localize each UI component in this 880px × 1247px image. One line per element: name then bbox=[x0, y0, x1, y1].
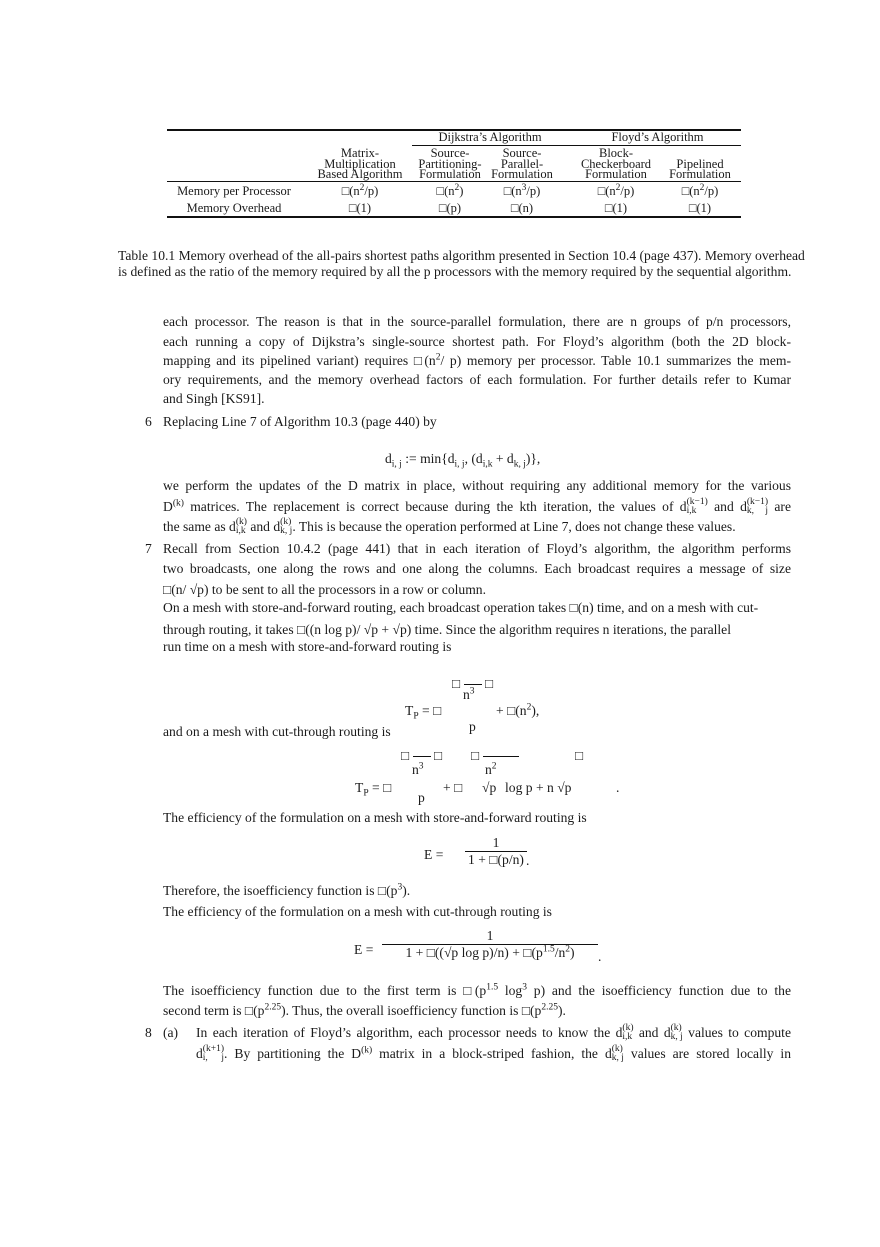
text-run: Replacing Line 7 of Algorithm 10.3 (page 440) by bbox=[163, 414, 437, 429]
body-line bbox=[163, 639, 451, 655]
formula-lhs: $T_P$ = □ bbox=[355, 780, 392, 799]
formula-bracket: □ □ bbox=[452, 676, 494, 691]
formula-tail: + $□(n^2)$, bbox=[496, 702, 540, 718]
formula-end: . bbox=[526, 853, 530, 868]
column-header: Source- bbox=[502, 146, 542, 160]
row-label: Memory Overhead bbox=[186, 201, 282, 215]
text-run: and on a mesh with cut-through routing is bbox=[163, 724, 391, 739]
sub-superscript: (k+1) i, j bbox=[202, 1044, 224, 1063]
formula-plus: + □ bbox=[443, 780, 463, 795]
subscript: i, j bbox=[454, 459, 465, 470]
sub-superscript: (k) k, j bbox=[670, 1023, 683, 1042]
text-run: matrix in a block-striped fashion, the d bbox=[372, 1046, 612, 1062]
group-header-floyd: Floyd’s Algorithm bbox=[611, 130, 704, 144]
body-line bbox=[196, 1025, 791, 1043]
text-run: are bbox=[768, 499, 791, 515]
text-run: ). bbox=[402, 883, 411, 898]
text-run: matrices. The replacement is correct because during the kth iteration, the values of d bbox=[183, 499, 687, 515]
text-run: / p) memory per processor. Table 10.1 summarizes the mem- bbox=[440, 353, 791, 368]
body-line bbox=[163, 541, 791, 557]
table-cell bbox=[662, 201, 738, 216]
column-header: Partitioning- bbox=[418, 156, 482, 171]
body-line bbox=[196, 1046, 791, 1064]
superscript: 3 bbox=[397, 882, 403, 893]
text-run: second term is □(p bbox=[163, 1003, 265, 1018]
body-line bbox=[163, 414, 437, 430]
text-run: □(1) bbox=[348, 201, 372, 215]
column-header: Parallel- bbox=[500, 156, 544, 171]
text-run: we perform the updates of the D matrix in place, without requiring any additional memory for the various bbox=[163, 478, 791, 493]
formula-numerator: $n^3$ bbox=[463, 686, 475, 702]
table-cell bbox=[570, 184, 662, 199]
table-cell bbox=[310, 184, 410, 199]
body-line bbox=[163, 561, 791, 577]
text-run: and d bbox=[246, 519, 281, 535]
item-number: 7 bbox=[145, 541, 152, 556]
body-line bbox=[163, 499, 791, 517]
text-run: □(1) bbox=[688, 201, 712, 215]
sub-superscript: (k−1) i,k bbox=[686, 497, 708, 516]
sub-superscript: (k) k, j bbox=[280, 517, 293, 536]
body-line bbox=[163, 810, 587, 826]
text-run: D bbox=[163, 499, 173, 515]
formula-bracket: □ □ bbox=[401, 748, 443, 763]
formula-replacement bbox=[385, 451, 541, 470]
superscript: 3 bbox=[521, 182, 527, 193]
formula-bracket: □ bbox=[575, 748, 584, 763]
column-header: Formulation bbox=[419, 167, 481, 181]
body-line bbox=[163, 314, 791, 330]
text-run: ). Thus, the overall isoefficiency function is □(p bbox=[281, 1003, 542, 1018]
column-header: Based Algorithm bbox=[317, 167, 403, 181]
body-line bbox=[163, 600, 758, 616]
table-bottom-rule bbox=[167, 216, 741, 218]
superscript: 2 bbox=[359, 182, 365, 193]
text-run: through routing, it takes □((n log p)/ √p + √p) time. Since the algorithm requires n iterations, the parallel bbox=[163, 622, 731, 637]
table-cell bbox=[486, 184, 558, 199]
text-run: two broadcasts, one along the rows and one along the columns. Each broadcast requires a message of size bbox=[163, 561, 791, 576]
text-run: □(p) bbox=[438, 201, 462, 215]
body-line bbox=[163, 983, 791, 999]
text-run: is defined as the ratio of the memory required by all the p processors with the memory required by the sequential algorithm. bbox=[118, 264, 792, 279]
body-line bbox=[163, 1003, 566, 1019]
formula-end: . bbox=[616, 780, 620, 795]
text-run: mapping and its pipelined variant) requires □(n bbox=[163, 353, 436, 368]
body-line bbox=[163, 724, 391, 740]
superscript: 1.5 bbox=[486, 982, 499, 993]
column-header: Multiplication bbox=[324, 156, 396, 171]
text-run: run time on a mesh with store-and-forward routing is bbox=[163, 639, 452, 654]
superscript: 2 bbox=[454, 182, 460, 193]
text-run: Recall from Section 10.4.2 (page 441) that in each iteration of Floyd’s algorithm, the algorithm performs bbox=[163, 541, 791, 556]
superscript: 2 bbox=[699, 182, 705, 193]
superscript: 2 bbox=[435, 352, 441, 363]
item-number: 8 bbox=[145, 1025, 152, 1040]
subscript: i, j bbox=[391, 459, 402, 470]
sub-superscript: (k) k, j bbox=[611, 1044, 624, 1063]
text-run: /p) bbox=[526, 184, 541, 198]
formula-numerator: $n^3$ bbox=[412, 761, 424, 777]
formula-numerator: $n^2$ bbox=[485, 761, 497, 777]
superscript: 2.25 bbox=[264, 1002, 282, 1013]
caption-line bbox=[118, 264, 791, 280]
text-run: □(1) bbox=[604, 201, 628, 215]
body-line bbox=[163, 519, 736, 537]
text-run: /p) bbox=[704, 184, 719, 198]
text-run: and Singh [KS91]. bbox=[163, 391, 265, 406]
body-line bbox=[163, 883, 410, 899]
column-header: Formulation bbox=[491, 167, 553, 181]
table-cell bbox=[570, 201, 662, 216]
formula-lhs: E = bbox=[424, 847, 444, 862]
text-run: On a mesh with store-and-forward routing, each broadcast operation takes □(n) time, and on a mesh with cut- bbox=[163, 600, 759, 615]
formula-bracket: □ bbox=[471, 748, 519, 764]
text-run: /p) bbox=[620, 184, 635, 198]
text-run: □(n/ √p) to be sent to all the processors in a row or column. bbox=[163, 582, 486, 597]
formula-denominator: √p bbox=[482, 780, 497, 795]
body-line bbox=[163, 478, 791, 494]
body-line bbox=[163, 582, 486, 598]
column-header: Block- bbox=[598, 146, 634, 160]
group-header-dijkstra: Dijkstra’s Algorithm bbox=[438, 130, 542, 144]
text-run: and d bbox=[633, 1025, 671, 1041]
superscript: (k) bbox=[361, 1045, 373, 1056]
text-run: each processor. The reason is that in the source-parallel formulation, there are n groups of p/n processors, bbox=[163, 314, 791, 329]
table-cell bbox=[410, 184, 490, 199]
text-run: □(n bbox=[597, 184, 616, 198]
text-run: := min{d bbox=[401, 451, 455, 466]
superscript: 3 bbox=[522, 982, 527, 993]
text-run: The isoefficiency function due to the first term is □(p bbox=[163, 983, 487, 998]
body-line bbox=[163, 334, 791, 350]
text-run: values to compute bbox=[682, 1025, 791, 1041]
formula-end: . bbox=[598, 949, 602, 964]
table-cell bbox=[662, 184, 738, 199]
text-run: □(n bbox=[341, 184, 360, 198]
column-header: Checkerboard bbox=[580, 156, 652, 171]
body-line bbox=[163, 622, 731, 638]
column-header: Pipelined bbox=[676, 156, 724, 171]
formula-denominator: p bbox=[469, 719, 476, 734]
body-line bbox=[163, 353, 791, 369]
table-cell bbox=[410, 201, 490, 216]
text-run: p) and the isoefficiency function due to the bbox=[526, 983, 791, 998]
sub-item-label: (a) bbox=[163, 1025, 179, 1040]
text-run: The efficiency of the formulation on a mesh with cut-through routing is bbox=[163, 904, 552, 919]
body-line bbox=[163, 391, 265, 407]
text-run: d bbox=[196, 1046, 203, 1062]
formula-tail: log p + n √p bbox=[505, 780, 572, 795]
row-label: Memory per Processor bbox=[177, 184, 291, 198]
formula-lhs: $T_P$ = □ bbox=[405, 703, 442, 722]
sub-superscript: (k) i,k bbox=[622, 1023, 634, 1042]
table-cell bbox=[310, 201, 410, 216]
text-run: □(n bbox=[681, 184, 700, 198]
column-header: Formulation bbox=[669, 167, 731, 181]
text-run: ) bbox=[459, 184, 464, 198]
header-rule bbox=[167, 181, 741, 182]
text-run: . This is because the operation performed at Line 7, does not change these values. bbox=[292, 519, 736, 535]
text-run: . By partitioning the D bbox=[223, 1046, 362, 1062]
text-run: , (d bbox=[464, 451, 483, 466]
text-run: /p) bbox=[364, 184, 379, 198]
sub-superscript: (k) i,k bbox=[235, 517, 247, 536]
text-run: and d bbox=[707, 499, 747, 515]
column-header: Formulation bbox=[585, 167, 647, 181]
text-run: log bbox=[498, 983, 523, 998]
text-run: □(n bbox=[503, 184, 522, 198]
text-run: d bbox=[385, 451, 392, 466]
text-run: ory requirements, and the memory overhead factors of each formulation. For further details refer to Kumar bbox=[163, 372, 791, 387]
text-run: ). bbox=[557, 1003, 566, 1018]
text-run: Table 10.1 Memory overhead of the all-pairs shortest paths algorithm presented in Section 10.4 (page 437). Memory overhead bbox=[118, 248, 805, 263]
body-line bbox=[163, 372, 791, 388]
superscript: 2.25 bbox=[541, 1002, 558, 1013]
text-run: + d bbox=[492, 451, 514, 466]
formula-denominator: p bbox=[418, 790, 425, 805]
text-run: Therefore, the isoefficiency function is □(p bbox=[163, 883, 398, 898]
text-run: )}, bbox=[525, 451, 541, 466]
formula-fraction: $\frac{1}{1 + □((√p \log p)/n) + □(p^{1.5}/n^2)}$ bbox=[382, 928, 598, 961]
text-run: □(n bbox=[436, 184, 455, 198]
text-run: values are stored locally in bbox=[623, 1046, 791, 1062]
text-run: In each iteration of Floyd’s algorithm, each processor needs to know the d bbox=[196, 1025, 623, 1041]
column-header: Source- bbox=[430, 146, 470, 160]
text-run: each running a copy of Dijkstra’s single-source shortest path. For Floyd’s algorithm (both the 2D block- bbox=[163, 334, 791, 349]
item-number: 6 bbox=[145, 414, 152, 429]
formula-fraction: $\frac{1}{1 + □(p/n)}$ bbox=[465, 835, 527, 868]
caption-line bbox=[118, 248, 805, 264]
formula-lhs: E = bbox=[354, 942, 374, 957]
sub-superscript: (k−1) k, j bbox=[746, 497, 769, 516]
text-run: the same as d bbox=[163, 519, 236, 535]
table-cell bbox=[486, 201, 558, 216]
subscript: i,k bbox=[482, 459, 493, 470]
subscript: k, j bbox=[513, 459, 526, 470]
superscript: (k) bbox=[172, 498, 184, 509]
text-run: □(n) bbox=[510, 201, 534, 215]
text-run: The efficiency of the formulation on a mesh with store-and-forward routing is bbox=[163, 810, 587, 825]
body-line bbox=[163, 904, 552, 920]
column-header: Matrix- bbox=[340, 146, 380, 160]
superscript: 2 bbox=[615, 182, 621, 193]
